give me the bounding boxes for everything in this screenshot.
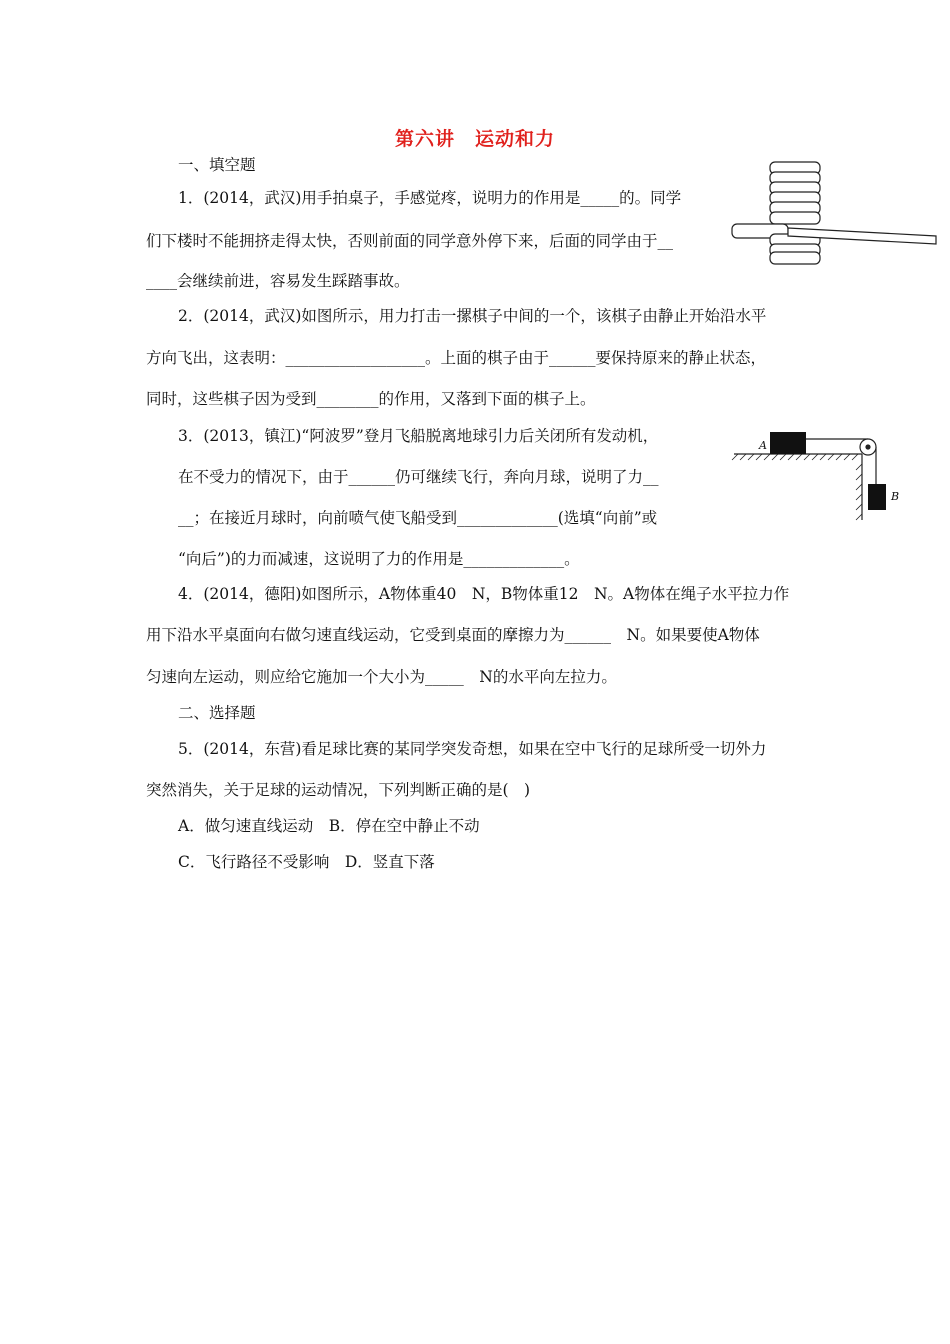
q5-options-a-b: A．做匀速直线运动 B．停在空中静止不动 [178,817,480,835]
q2-line-1: 2．(2014，武汉)如图所示，用力打击一摞棋子中间的一个，该棋子由静止开始沿水平 [178,307,767,325]
q3-line-2: 在不受力的情况下，由于______仍可继续飞行，奔向月球，说明了力__ [178,468,659,486]
q3-line-1: 3．(2013，镇江)“阿波罗”登月飞船脱离地球引力后关闭所有发动机， [178,427,659,445]
q4-line-3: 匀速向左运动，则应给它施加一个大小为_____ N的水平向左拉力。 [146,668,617,686]
q2-line-3: 同时，这些棋子因为受到________的作用，又落到下面的棋子上。 [146,390,596,408]
page-title: 第六讲 运动和力 [394,128,555,150]
stack-disc [770,252,820,264]
q5-line-2: 突然消失，关于足球的运动情况，下列判断正确的是( ) [146,781,531,799]
chess-stack-figure [728,156,940,268]
block-a-label: A [759,439,767,452]
q1-line-2: 们下楼时不能拥挤走得太快，否则前面的同学意外停下来，后面的同学由于__ [146,232,674,250]
q5-line-1: 5．(2014，东营)看足球比赛的某同学突发奇想，如果在空中飞行的足球所受一切外力 [178,740,767,758]
block-a [770,432,806,454]
block-b [868,484,886,510]
q1-line-1: 1．(2014，武汉)用手拍桌子，手感觉疼，说明力的作用是_____的。同学 [178,189,682,207]
q3-line-4: “向后”)的力而减速，这说明了力的作用是_____________。 [178,550,580,568]
section-heading-multiple-choice: 二、选择题 [178,704,256,722]
table-hatching [732,454,858,460]
q5-options-c-d: C．飞行路径不受影响 D．竖直下落 [178,853,435,871]
block-b-label: B [891,490,900,503]
q2-line-2: 方向飞出，这表明：__________________。上面的棋子由于______要保持原来的静止状态， [146,349,767,367]
q3-line-3: __；在接近月球时，向前喷气使飞船受到_____________(选填“向前”或 [178,509,658,527]
pulley-axle [866,445,870,449]
section-heading-fill-blank: 一、填空题 [178,156,256,174]
stack-disc [770,212,820,224]
q4-line-1: 4．(2014，德阳)如图所示，A物体重40 N，B物体重12 N。A物体在绳子水平拉力作 [178,585,790,603]
pulley-figure [726,428,906,524]
q1-line-3: ____会继续前进，容易发生踩踏事故。 [146,272,410,290]
edge-hatching [856,464,862,520]
q4-line-2: 用下沿水平桌面向右做匀速直线运动，它受到桌面的摩擦力为______ N。如果要使A物体 [146,626,760,644]
